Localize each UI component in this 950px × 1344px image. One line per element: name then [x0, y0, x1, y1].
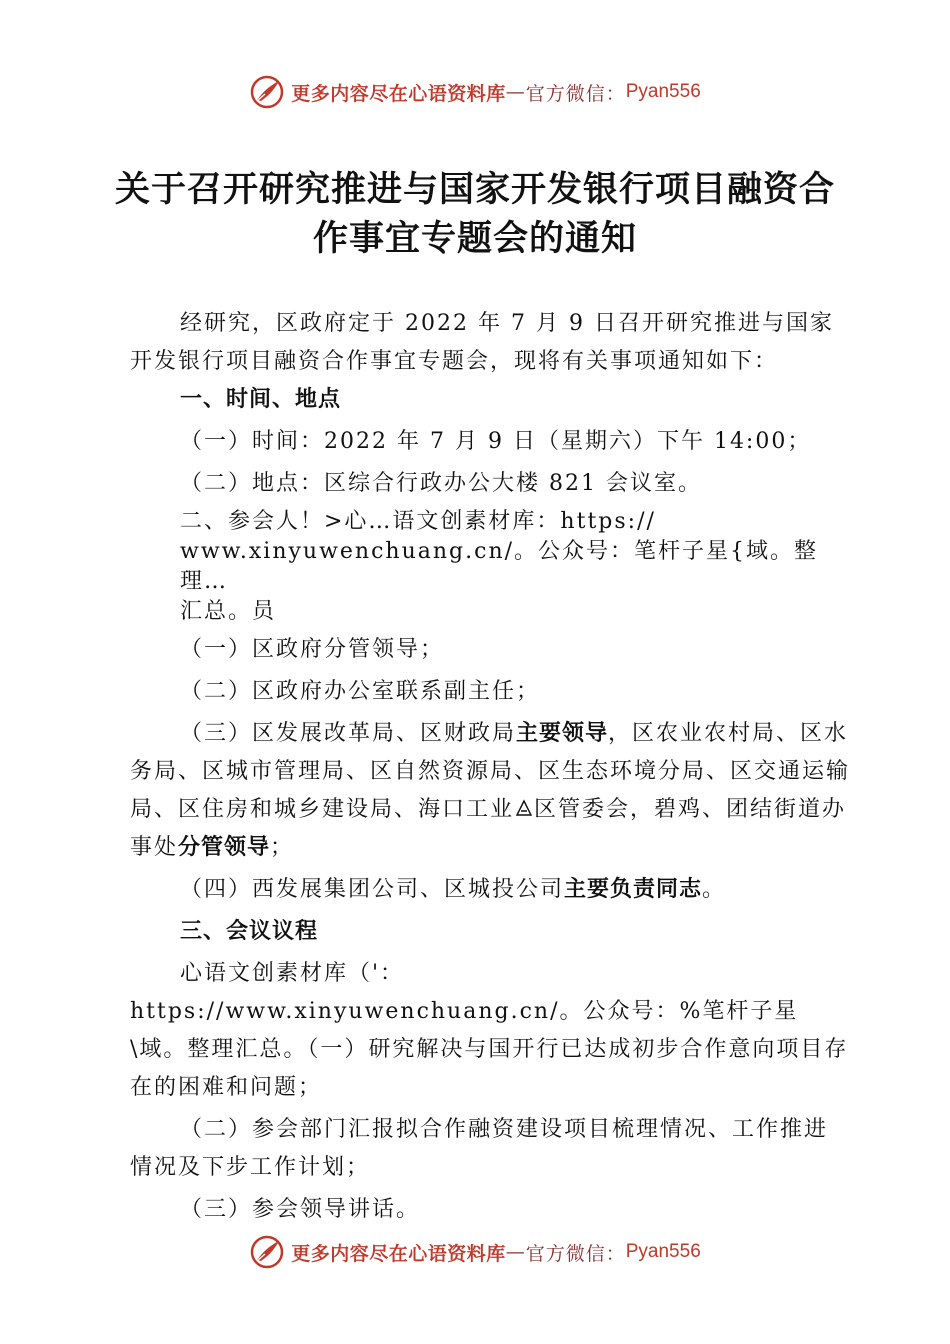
- section2-item-1: （一）区政府分管领导；: [180, 637, 445, 662]
- footer-banner: [0, 1230, 950, 1274]
- item4-text-a: （四）西发展集团公司、区城投公司: [180, 877, 565, 902]
- section2-item-2: （二）区政府办公室联系副主任；: [180, 679, 541, 704]
- section3-para-3: （三）参会领导讲话。: [180, 1197, 421, 1222]
- section1-heading: 一、时间、地点: [180, 387, 342, 412]
- section3-para-2: （二）参会部门汇报拟合作融资建设项目梳理情况、工作推进情况及下步工作计划；: [130, 1117, 829, 1180]
- item3-text-f: ；: [270, 835, 295, 860]
- item3-text-d: 区管委会，碧鸡、团结街道办事处: [130, 797, 847, 860]
- item3-bold-main-leaders: 主要领导: [516, 721, 609, 746]
- item4-text-c: 。: [702, 877, 727, 902]
- banner-sub-text: 官方微信：: [525, 1242, 626, 1265]
- intro-paragraph: 经研究，区政府定于 2022 年 7 月 9 日召开研究推进与国家开发银行项目融资合作事宜专题会，现将有关事项通知如下：: [130, 311, 834, 374]
- item3-text-a: （三）区发展改革局、区财政局: [180, 721, 517, 746]
- item3-bold-deputy-leaders: 分管领导: [178, 835, 271, 860]
- section2-item-3: [130, 715, 850, 867]
- garbled-glyph-icon: [514, 797, 534, 819]
- title-line-2: 作事宜专题会的通知: [312, 218, 637, 259]
- section1-item-time: （一）时间：2022 年 7 月 9 日（星期六）下午 14:00；: [180, 429, 812, 454]
- item3-text-c: ，区农业农村局、区水务局、区城市管理局、区自然资源局、区生态环境分局、区交通运输局、区住房和城乡建设局、海口工业: [130, 721, 851, 822]
- document-title: [100, 165, 850, 263]
- banner-sub-text: 官方微信：: [525, 82, 626, 105]
- section3-heading: 三、会议议程: [180, 919, 319, 944]
- section2-heading-line2: www.xinyuwenchuang.cn/。公众号：笔杆子星{域。整理…: [180, 539, 819, 594]
- title-line-1: 关于召开研究推进与国家开发银行项目融资合: [114, 169, 835, 210]
- header-banner: [0, 70, 950, 114]
- section2-heading: [130, 507, 850, 627]
- banner-dash: —: [505, 1241, 526, 1263]
- feather-pen-logo-icon: [249, 74, 285, 110]
- section2-item-4: [130, 871, 850, 909]
- banner-dash: —: [505, 81, 526, 103]
- section1-item-location: （二）地点：区综合行政办公大楼 821 会议室。: [180, 471, 702, 496]
- document-body: [130, 305, 850, 1229]
- section2-heading-line1: 二、参会人！>心…语文创素材库：https://: [180, 509, 656, 534]
- item4-bold-responsible: 主要负责同志: [564, 877, 703, 902]
- feather-pen-logo-icon: [249, 1234, 285, 1270]
- banner-wechat-id: Pyan556: [625, 1241, 701, 1262]
- section3-para-1: 心语文创素材库（'：https://www.xinyuwenchuang.cn/。公众号：%笔杆子星\域。整理汇总。（一）研究解决与国开行已达成初步合作意向项目存在的困难和问题；: [130, 961, 849, 1100]
- banner-wechat-id: Pyan556: [625, 81, 701, 102]
- section2-heading-line3: 汇总。员: [180, 599, 277, 624]
- banner-main-text: 更多内容尽在心语资料库: [291, 1242, 506, 1265]
- banner-main-text: 更多内容尽在心语资料库: [291, 82, 506, 105]
